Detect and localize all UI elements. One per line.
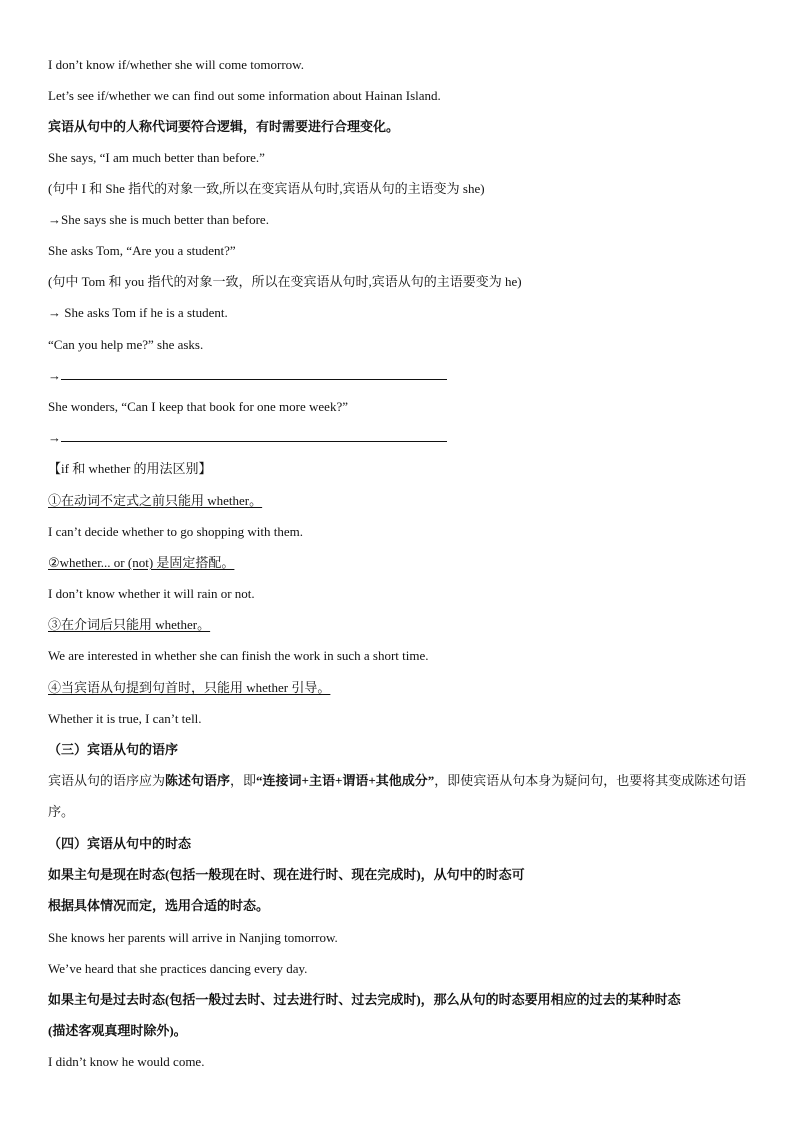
word-order-paragraph bbox=[48, 765, 748, 827]
section-heading: （三）宾语从句的语序 bbox=[48, 742, 179, 757]
answer-blank bbox=[61, 429, 447, 442]
example-sentence: I don’t know whether it will rain or not. bbox=[48, 586, 255, 601]
example-sentence: I can’t decide whether to go shopping with them. bbox=[48, 524, 304, 539]
example-sentence: I don’t know if/whether she will come tomorrow. bbox=[48, 57, 304, 72]
rule-item: ③在介词后只能用 whether。 bbox=[48, 617, 211, 632]
explanation-note: (句中 Tom 和 you 指代的对象一致，所以在变宾语从句时,宾语从句的主语要变为 he) bbox=[48, 274, 522, 289]
rule-heading: (描述客观真理时除外)。 bbox=[48, 1023, 187, 1038]
paragraph-text: ，即 bbox=[230, 773, 257, 788]
example-answer: →She says she is much better than before. bbox=[48, 212, 269, 227]
rule-heading: 如果主句是现在时态(包括一般现在时、现在进行时、现在完成时)，从句中的时态可 bbox=[48, 867, 525, 882]
section-heading: 【if 和 whether 的用法区别】 bbox=[48, 461, 212, 476]
answer-blank-line bbox=[48, 367, 447, 385]
rule-heading: 根据具体情况而定，选用合适的时态。 bbox=[48, 898, 270, 913]
example-sentence: She says, “I am much better than before.” bbox=[48, 150, 265, 165]
arrow-icon: → bbox=[48, 368, 61, 383]
rule-heading: 宾语从句中的人称代词要符合逻辑，有时需要进行合理变化。 bbox=[48, 119, 400, 134]
example-sentence: She asks Tom, “Are you a student?” bbox=[48, 243, 236, 258]
paragraph-emphasis: 陈述句语序 bbox=[165, 773, 231, 788]
example-sentence: Whether it is true, I can’t tell. bbox=[48, 711, 202, 726]
exercise-question: “Can you help me?” she asks. bbox=[48, 337, 204, 352]
example-sentence: I didn’t know he would come. bbox=[48, 1054, 205, 1069]
rule-item: ④当宾语从句提到句首时，只能用 whether 引导。 bbox=[48, 680, 331, 695]
explanation-note: (句中 I 和 She 指代的对象一致,所以在变宾语从句时,宾语从句的主语变为 she) bbox=[48, 181, 485, 196]
section-heading: （四）宾语从句中的时态 bbox=[48, 836, 192, 851]
paragraph-text: 宾语从句的语序应为 bbox=[48, 773, 166, 788]
example-sentence: She knows her parents will arrive in Nanjing tomorrow. bbox=[48, 930, 338, 945]
example-sentence: Let’s see if/whether we can find out some information about Hainan Island. bbox=[48, 88, 441, 103]
paragraph-text: ，即使宾语从句本身为疑问句，也要将其变成陈述句语序。 bbox=[48, 773, 747, 819]
answer-blank bbox=[61, 367, 447, 380]
example-answer: → She asks Tom if he is a student. bbox=[48, 305, 228, 320]
arrow-icon: → bbox=[48, 430, 61, 445]
rule-item: ②whether... or (not) 是固定搭配。 bbox=[48, 555, 235, 570]
example-sentence: We are interested in whether she can finish the work in such a short time. bbox=[48, 648, 429, 663]
rule-heading: 如果主句是过去时态(包括一般过去时、过去进行时、过去完成时)，那么从句的时态要用相应的过去的某种时态 bbox=[48, 992, 681, 1007]
rule-item: ①在动词不定式之前只能用 whether。 bbox=[48, 493, 263, 508]
exercise-question: She wonders, “Can I keep that book for one more week?” bbox=[48, 399, 348, 414]
paragraph-emphasis: “连接词+主语+谓语+其他成分” bbox=[256, 773, 435, 788]
answer-blank-line bbox=[48, 429, 447, 447]
example-sentence: We’ve heard that she practices dancing every day. bbox=[48, 961, 308, 976]
